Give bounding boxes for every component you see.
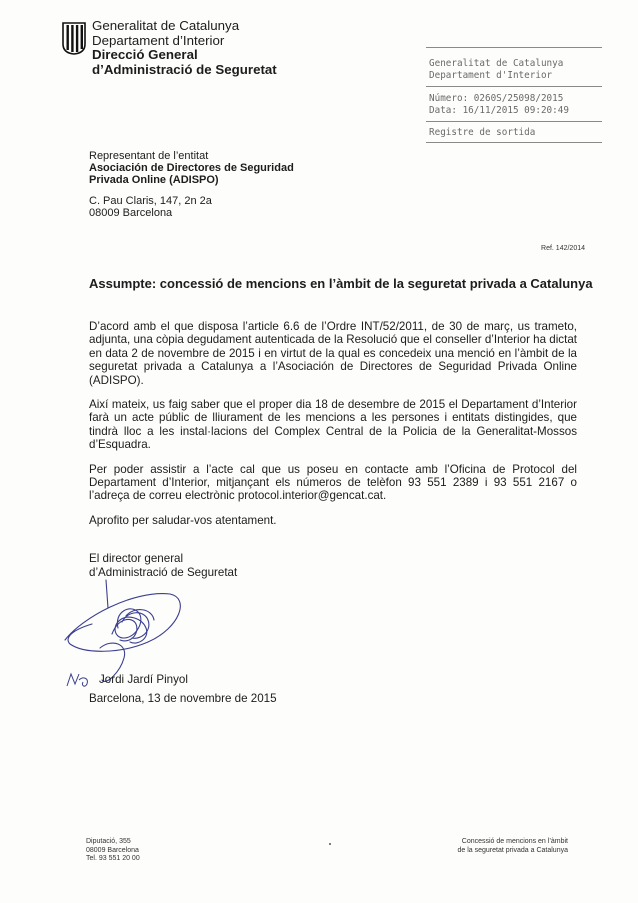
stamp-org-2: Departament d'Interior xyxy=(429,70,553,81)
letterhead-line-4: d’Administració de Seguretat xyxy=(92,61,277,77)
signatory-title-1: El director general xyxy=(89,552,184,565)
footer-left-2: 08009 Barcelona xyxy=(86,846,139,854)
letter-body xyxy=(89,320,577,538)
footer-right-2: de la seguretat privada a Catalunya xyxy=(457,846,568,854)
registry-stamp xyxy=(426,47,602,143)
footer-left-3: Tel. 93 551 20 00 xyxy=(86,855,140,862)
recipient-block xyxy=(89,150,294,187)
recipient-city: 08009 Barcelona xyxy=(89,207,173,220)
body-paragraph-3: Per poder assistir a l’acte cal que us poseu en contacte amb l’Oficina de Protocol del Departament d’Interior, mitjançant els números de telèfon 93 551 2389 i 93 551 2167 o l’adreça de correu electrònic protocol.interior@gencat.cat. xyxy=(89,462,577,503)
footer-subject xyxy=(457,838,568,855)
generalitat-logo-icon xyxy=(62,22,86,55)
body-paragraph-4: Aprofito per saludar-vos atentament. xyxy=(89,513,277,527)
recipient-line-1: Representant de l’entitat xyxy=(89,150,209,162)
body-paragraph-2: Així mateix, us faig saber que el proper dia 18 de desembre de 2015 el Departament d’Interior farà un acte públic de lliurament de les mencions a les persones i entitats distingides, que tindrà lloc a les instal·lacions del Complex Central de la Policia de la Generalitat-Mossos d’Esquadra. xyxy=(89,398,577,452)
stamp-rule xyxy=(426,86,602,87)
stamp-rule xyxy=(426,121,602,122)
signatory-title-2: d’Administració de Seguretat xyxy=(89,565,238,579)
footer-dot xyxy=(329,843,331,845)
letterhead-line-3: Direcció General xyxy=(92,47,198,62)
recipient-address xyxy=(89,195,212,219)
stamp-rule xyxy=(426,142,602,143)
recipient-street: C. Pau Claris, 147, 2n 2a xyxy=(89,195,212,207)
letterhead-line-1: Generalitat de Catalunya xyxy=(92,18,240,33)
body-paragraph-1: D’acord amb el que disposa l’article 6.6 de l’Ordre INT/52/2011, de 30 de març, us trameto, adjunta, una còpia degudament autenticada de la Resolució que el conseller d’Interior ha dictat en data 2 de novembre de 2015 i en virtut de la qual es concedeix una menció en l’àmbit de la seguretat privada a Catalunya a l’Asociación de Directores de Seguridad Privada Online (ADISPO). xyxy=(89,320,577,387)
letterhead xyxy=(92,19,277,77)
stamp-org-1: Generalitat de Catalunya xyxy=(429,58,564,69)
signatory-name: Jordi Jardí Pinyol xyxy=(99,673,188,686)
footer-right-1: Concessió de mencions en l’àmbit xyxy=(461,838,568,845)
stamp-date: Data: 16/11/2015 09:20:49 xyxy=(429,105,569,116)
initials-mark xyxy=(65,668,95,690)
stamp-rule xyxy=(426,47,602,48)
stamp-register: Registre de sortida xyxy=(429,127,536,138)
stamp-number: Número: 0260S/25098/2015 xyxy=(429,93,564,104)
letterhead-line-2: Departament d’Interior xyxy=(92,32,225,48)
recipient-line-3: Privada Online (ADISPO) xyxy=(89,174,219,187)
footer-left-1: Diputació, 355 xyxy=(86,838,131,845)
reference: Ref. 142/2014 xyxy=(541,245,585,252)
recipient-line-2: Asociación de Directores de Seguridad xyxy=(89,162,294,175)
subject-line: Assumpte: concessió de mencions en l’àmbit de la seguretat privada a Catalunya xyxy=(89,276,593,291)
footer-address xyxy=(86,838,140,864)
place-and-date: Barcelona, 13 de novembre de 2015 xyxy=(89,692,277,705)
